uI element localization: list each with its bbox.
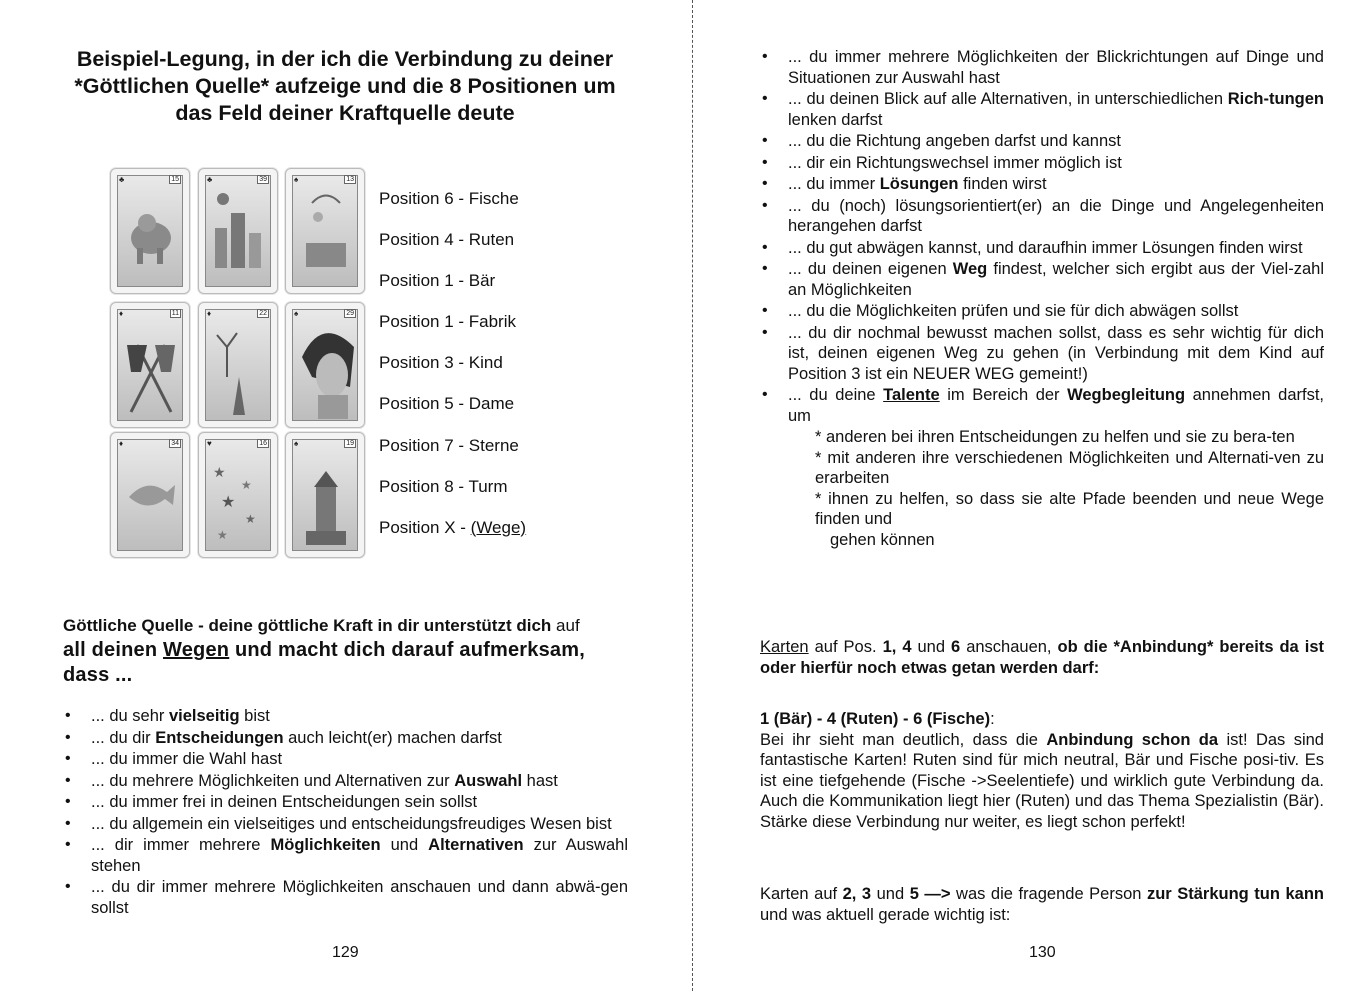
card-number: 13 [346,176,354,183]
list-item: • ... du dir Entscheidungen auch leicht(er) machen darfst [63,728,628,749]
list-item: • ... du dir nochmal bewusst machen sollst, dass es sehr wichtig für dich ist, deinen eigenen Weg zu gehen (in Verbindung mit dem Kind auf Position 3 ist ein NEUER WEG gemeint!) [760,323,1324,385]
list-item: • ... du gut abwägen kannst, und daraufhin immer Lösungen finden wirst [760,238,1324,259]
paragraph-cards-2-3-5: Karten auf 2, 3 und 5 —> was die fragende Person zur Stärkung tun kann und was aktuell gerade wichtig ist: [760,885,1324,924]
svg-text:★: ★ [245,512,256,526]
page-divider [692,0,693,991]
card-suit: ♦ [119,309,124,318]
position-label: Position 6 - Fische [379,189,519,208]
card-number: 19 [346,440,354,447]
lantern-icon [292,183,360,287]
stars-icon [205,447,273,551]
fish-icon [117,447,185,551]
factory-icon [205,183,273,287]
card-1 [110,168,190,294]
page-number: 130 [1029,944,1056,961]
card-9 [285,432,365,558]
list-item: • ... du deinen eigenen Weg findest, welcher sich ergibt aus der Viel-zahl an Möglichkeiten [760,259,1324,300]
svg-text:★: ★ [221,494,236,511]
list-item: • ... du allgemein ein vielseitiges und entscheidungsfreudiges Wesen bist [63,814,628,835]
tree-path-icon [205,317,273,421]
svg-text:★: ★ [217,528,228,542]
position-label: Position 1 - Bär [379,271,496,291]
sub-item: * ihnen zu helfen, so dass sie alte Pfade beenden und neue Wege finden und [815,489,1324,528]
brooms-icon [117,317,185,421]
card-suit: ♥ [207,439,212,448]
svg-text:★: ★ [213,464,226,480]
position-x-underlined: (Wege) [470,517,527,537]
card-number: 34 [171,440,179,447]
position-label: Position 7 - Sterne [379,435,519,455]
card-number: 15 [171,176,179,183]
sub-item: * mit anderen ihre verschiedenen Möglichkeiten und Alternati-ven zu erarbeiten [815,448,1324,487]
card-suit: ♠ [294,175,299,184]
list-item: • ... du (noch) lösungsorientiert(er) an die Dinge und Angelegenheiten herangehen darfst [760,196,1324,237]
sub-item: * anderen bei ihren Entscheidungen zu helfen und sie zu bera-ten [815,428,1295,446]
card-number: 29 [346,310,354,317]
card-6 [285,302,365,428]
card-number: 11 [171,310,179,317]
card-suit: ♦ [207,309,212,318]
list-item: • ... du die Richtung angeben darfst und kannst [760,131,1324,152]
section-heading: Göttliche Quelle - deine göttliche Kraft in dir unterstützt dich auf all deinen Wegen und macht dich darauf aufmerksam, dass ... [63,616,585,686]
card-suit: ♣ [119,175,125,184]
list-item: • ... du deine Talente im Bereich der Wegbegleitung annehmen darfst, um [760,385,1324,426]
sub-list [760,427,1324,550]
paragraph-baer-ruten-fische: 1 (Bär) - 4 (Ruten) - 6 (Fische): Bei ihr sieht man deutlich, dass die Anbindung schon da ist! Das sind fantastische Karten! Ruten sind für mich neutral, Bär und Fische posi-tiv. Es ist eine tiefgehende (Fische ->Seelentiefe) und wirklich gute Verbindung da. Auch die Kommunikation liegt hier (Ruten) und das Thema Spezialistin (Bär). Stärke diese Verbindung nur weiter, es liegt schon perfekt! [760,710,1324,831]
paragraph-cards-1-4-6: Karten auf Pos. 1, 4 und 6 anschauen, ob die *Anbindung* bereits da ist oder hierfür noch etwas getan werden darf: [760,638,1324,677]
list-item: • ... du immer frei in deinen Entscheidungen sein sollst [63,792,628,813]
woman-icon [292,317,360,421]
card-2 [198,168,278,294]
page-number: 129 [332,944,359,961]
tower-icon [292,447,360,551]
bear-icon [117,183,185,287]
list-item: • ... du die Möglichkeiten prüfen und sie für dich abwägen sollst [760,301,1324,322]
list-item: • ... du immer Lösungen finden wirst [760,174,1324,195]
position-label: Position 1 - Fabrik [379,312,516,332]
list-item: • ... du deinen Blick auf alle Alternativen, in unterschiedlichen Rich-tungen lenken darfst [760,89,1324,130]
list-item: • ... dir ein Richtungswechsel immer möglich ist [760,153,1324,174]
position-list [379,188,619,558]
card-spread [110,168,368,563]
position-label: Position 4 - Ruten [379,230,515,250]
bullet-list-left [63,706,628,919]
list-item: • ... dir immer mehrere Möglichkeiten und Alternativen zur Auswahl stehen [63,835,628,876]
position-label: Position 3 - Kind [379,353,503,373]
position-label-x: Position X - (Wege) [379,517,527,537]
card-number: 39 [259,176,267,183]
bullet-list-right [760,47,1324,551]
list-item: • ... du dir immer mehrere Möglichkeiten anschauen und dann abwä-gen sollst [63,877,628,918]
page-title: Beispiel-Legung, in der ich die Verbindung zu deiner *Göttlichen Quelle* aufzeige und die 8 Positionen um das Feld deiner Kraftquelle deute [74,47,616,125]
sub-item: gehen können [830,530,935,549]
card-number: 22 [259,310,267,317]
card-suit: ♠ [294,309,299,318]
card-4 [110,302,190,428]
svg-text:★: ★ [241,478,252,492]
list-item: • ... du sehr vielseitig bist [63,706,628,727]
card-7 [110,432,190,558]
list-item: • ... du immer mehrere Möglichkeiten der Blickrichtungen auf Dinge und Situationen zur Auswahl hast [760,47,1324,88]
card-8 [198,432,278,558]
list-item: • ... du mehrere Möglichkeiten und Alternativen zur Auswahl hast [63,771,628,792]
list-item: • ... du immer die Wahl hast [63,749,628,770]
position-label: Position 8 - Turm [379,476,508,496]
card-3 [285,168,365,294]
card-number: 16 [259,440,267,447]
card-suit: ♦ [119,439,124,448]
card-5 [198,302,278,428]
card-suit: ♠ [294,439,299,448]
position-label: Position 5 - Dame [379,394,515,414]
card-suit: ♣ [207,175,213,184]
